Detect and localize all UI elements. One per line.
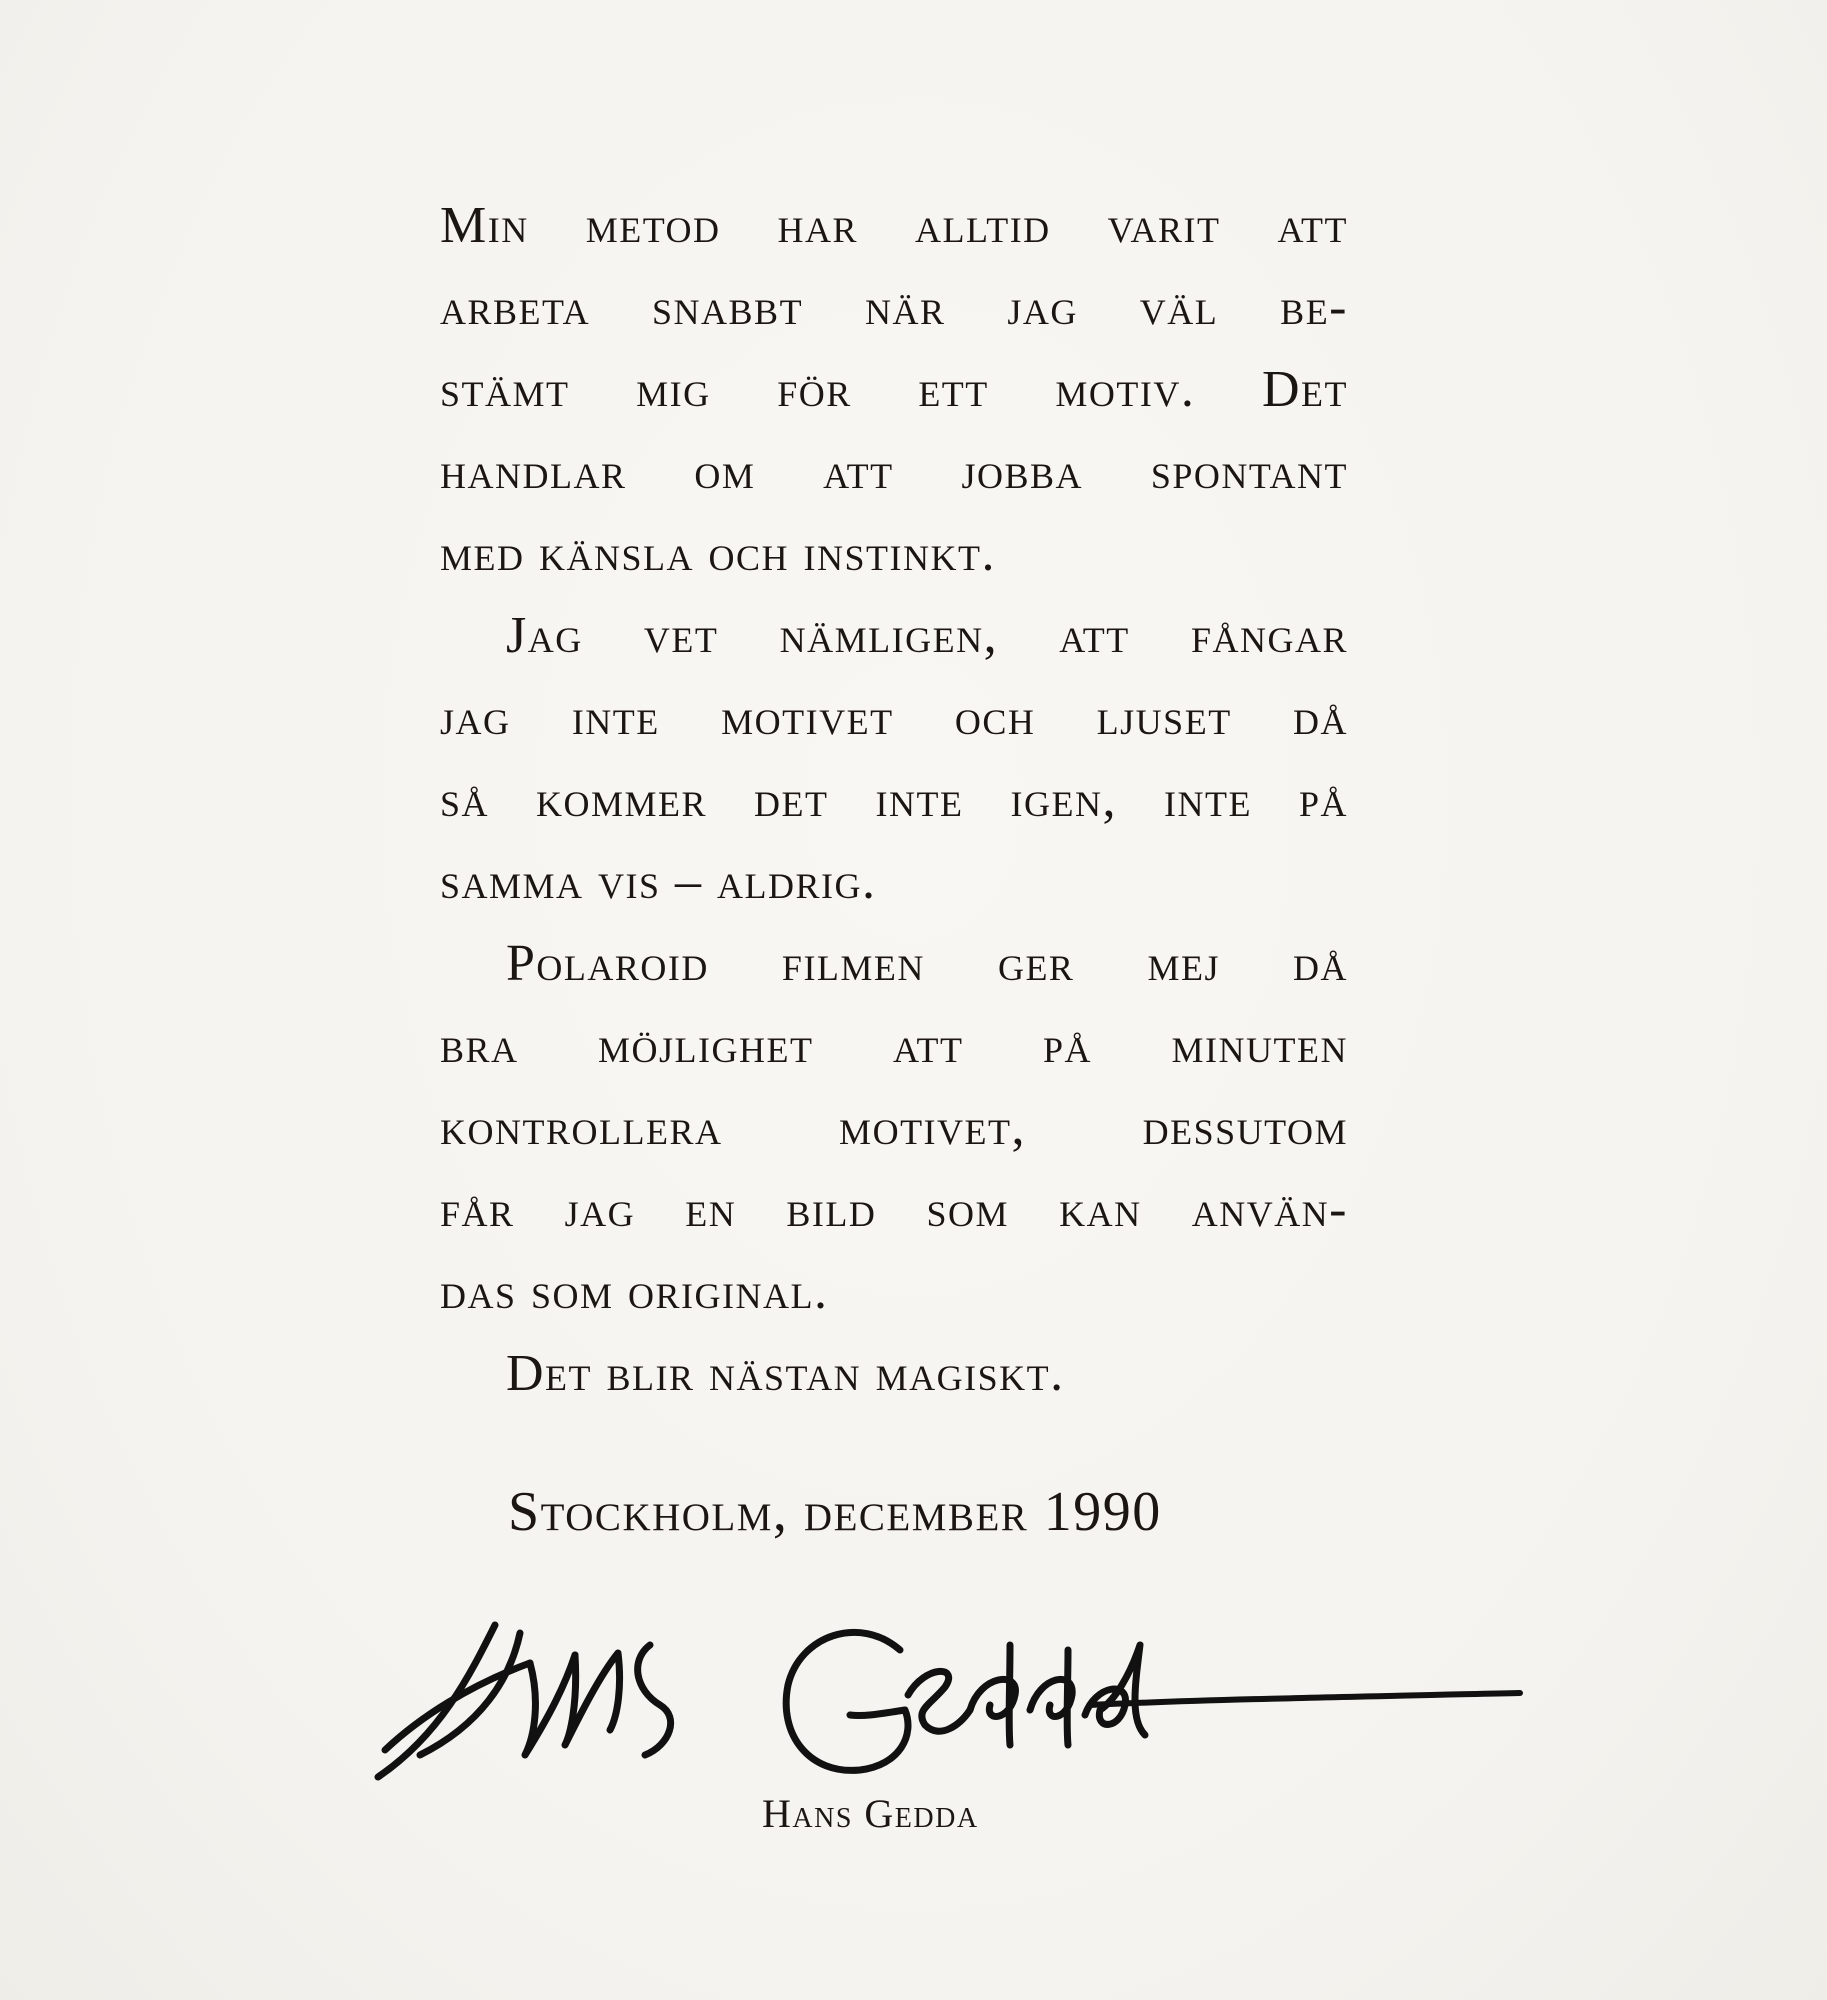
text-line: bra möjlighet att på minuten: [440, 1017, 1348, 1074]
author-name: Hans Gedda: [762, 1791, 979, 1836]
text-line: jag inte motivet och ljuset då: [440, 689, 1348, 746]
text-line: kontrollera motivet, dessutom: [440, 1099, 1348, 1156]
text-line: arbeta snabbt när jag väl be-: [440, 279, 1348, 336]
text-line: stämt mig för ett motiv. Det: [440, 361, 1348, 418]
text-line: med känsla och instinkt.: [440, 525, 996, 582]
handwritten-signature: [360, 1605, 1560, 1805]
text-line: Min metod har alltid varit att: [440, 197, 1348, 254]
text-line: handlar om att jobba spontant: [440, 443, 1348, 500]
text-line: får jag en bild som kan använ-: [440, 1181, 1348, 1238]
text-line: Jag vet nämligen, att fångar: [506, 607, 1348, 664]
text-line: Det blir nästan magiskt.: [506, 1345, 1065, 1402]
text-line: Polaroid filmen ger mej då: [506, 935, 1348, 992]
place-date: Stockholm, december 1990: [508, 1481, 1162, 1543]
text-line: das som original.: [440, 1263, 829, 1320]
text-line: samma vis – aldrig.: [440, 853, 877, 910]
text-line: så kommer det inte igen, inte på: [440, 771, 1348, 828]
body-text: [440, 185, 1348, 1415]
